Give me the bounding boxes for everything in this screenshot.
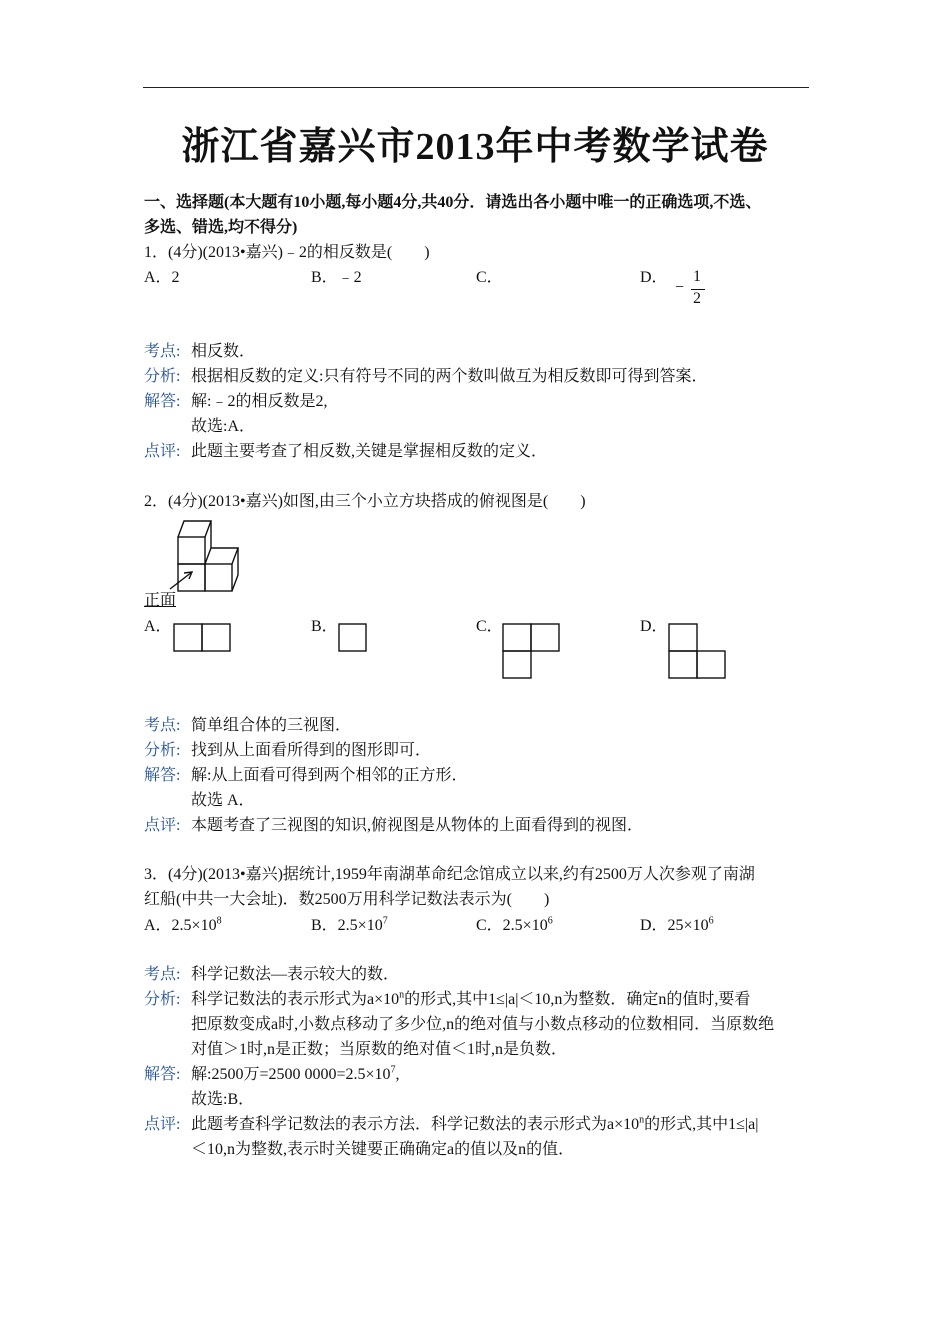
section-heading-line2: 多选、错选,均不得分) [144,219,298,236]
q3-fenxi-line1: 科学记数法的表示形式为$a\times 10^n$的形式,其中1≤|a|＜10,n为整数．确定n的值时,要看 [191,989,751,1008]
q3-dianping-line2: ＜10,n为整数,表示时关键要正确确定a的值以及n的值． [191,1141,575,1158]
q1-option-c: C． [476,269,503,286]
q3-dianping-label: 点评: [144,1116,181,1133]
q3-option-a: A．$2.5\times 10^8$ [144,915,222,934]
q2-dianping: 本题考查了三视图的知识,俯视图是从物体的上面看得到的视图． [191,817,644,834]
q2-option-c: C． [476,618,503,635]
fraction-denominator: 2 [693,290,701,307]
q1-option-b: B．﹣2 [311,269,362,286]
q2-option-a: A． [144,618,172,635]
q3-stem-line1: 3．(4分)(2013•嘉兴)据统计,1959年南湖革命纪念馆成立以来,约有2500万人次参观了南湖 [144,866,755,883]
q1-dianping: 此题主要考查了相反数,关键是掌握相反数的定义． [191,443,548,460]
q1-kaodian-label: 考点: [144,343,181,360]
q3-jieda-label: 解答: [144,1066,181,1083]
q2-kaodian: 简单组合体的三视图． [191,717,352,734]
q3-option-c: C．$2.5\times 10^6$ [476,915,553,934]
q1-option-a: A．2 [144,269,180,286]
q3-fenxi-line2: 把原数变成a时,小数点移动了多少位,n的绝对值与小数点移动的位数相同．当原数绝 [191,1016,775,1033]
q2-jieda-line2: 故选 A． [191,792,255,809]
q3-kaodian: 科学记数法—表示较大的数． [191,966,400,983]
q2-stem: 2．(4分)(2013•嘉兴)如图,由三个小立方块搭成的俯视图是( ) [144,493,586,510]
q1-kaodian: 相反数． [191,343,256,360]
q1-jieda-label: 解答: [144,393,181,410]
fraction-numerator: 1 [693,268,701,285]
q2-dianping-label: 点评: [144,817,181,834]
q3-dianping-line1: 此题考查科学记数法的表示方法．科学记数法的表示形式为$a\times 10^n$的形式,其中1≤|a| [191,1114,759,1133]
fraction-sign: − [675,279,685,296]
q3-option-b: B．$2.5\times 10^7$ [311,915,388,934]
q3-option-d: D．$25\times 10^6$ [640,915,714,934]
q3-fenxi-line3: 对值＞1时,n是正数；当原数的绝对值＜1时,n是负数． [191,1041,568,1058]
q3-jieda-line1: 解:2500万=2500 $0000=2.5\times 10^7$, [191,1064,400,1083]
page-title: 浙江省嘉兴市2013年中考数学试卷 [181,126,769,168]
q3-fenxi-label: 分析: [144,991,181,1008]
q2-jieda-label: 解答: [144,767,181,784]
q1-stem: 1．(4分)(2013•嘉兴)﹣2的相反数是( ) [144,244,430,261]
q1-dianping-label: 点评: [144,443,181,460]
q1-fenxi: 根据相反数的定义:只有符号不同的两个数叫做互为相反数即可得到答案． [191,368,708,385]
q2-jieda-line1: 解:从上面看可得到两个相邻的正方形． [191,767,468,784]
q2-option-d: D． [640,618,668,635]
q2-front-label: 正面 [144,592,177,609]
q1-jieda-line1: 解:﹣2的相反数是2, [191,393,328,410]
q1-jieda-line2: 故选:A． [191,418,256,435]
q2-option-b: B． [311,618,338,635]
q3-kaodian-label: 考点: [144,966,181,983]
q1-fenxi-label: 分析: [144,368,181,385]
q3-stem-line2: 红船(中共一大会址)．数2500万用科学记数法表示为( ) [144,891,550,908]
section-heading-line1: 一、选择题(本大题有10小题,每小题4分,共40分．请选出各小题中唯一的正确选项,不选、 [144,194,762,211]
q2-kaodian-label: 考点: [144,717,181,734]
q2-fenxi-label: 分析: [144,742,181,759]
q3-jieda-line2: 故选:B． [191,1091,255,1108]
q2-fenxi: 找到从上面看所得到的图形即可． [191,742,432,759]
q1-option-d: D． [640,269,668,286]
